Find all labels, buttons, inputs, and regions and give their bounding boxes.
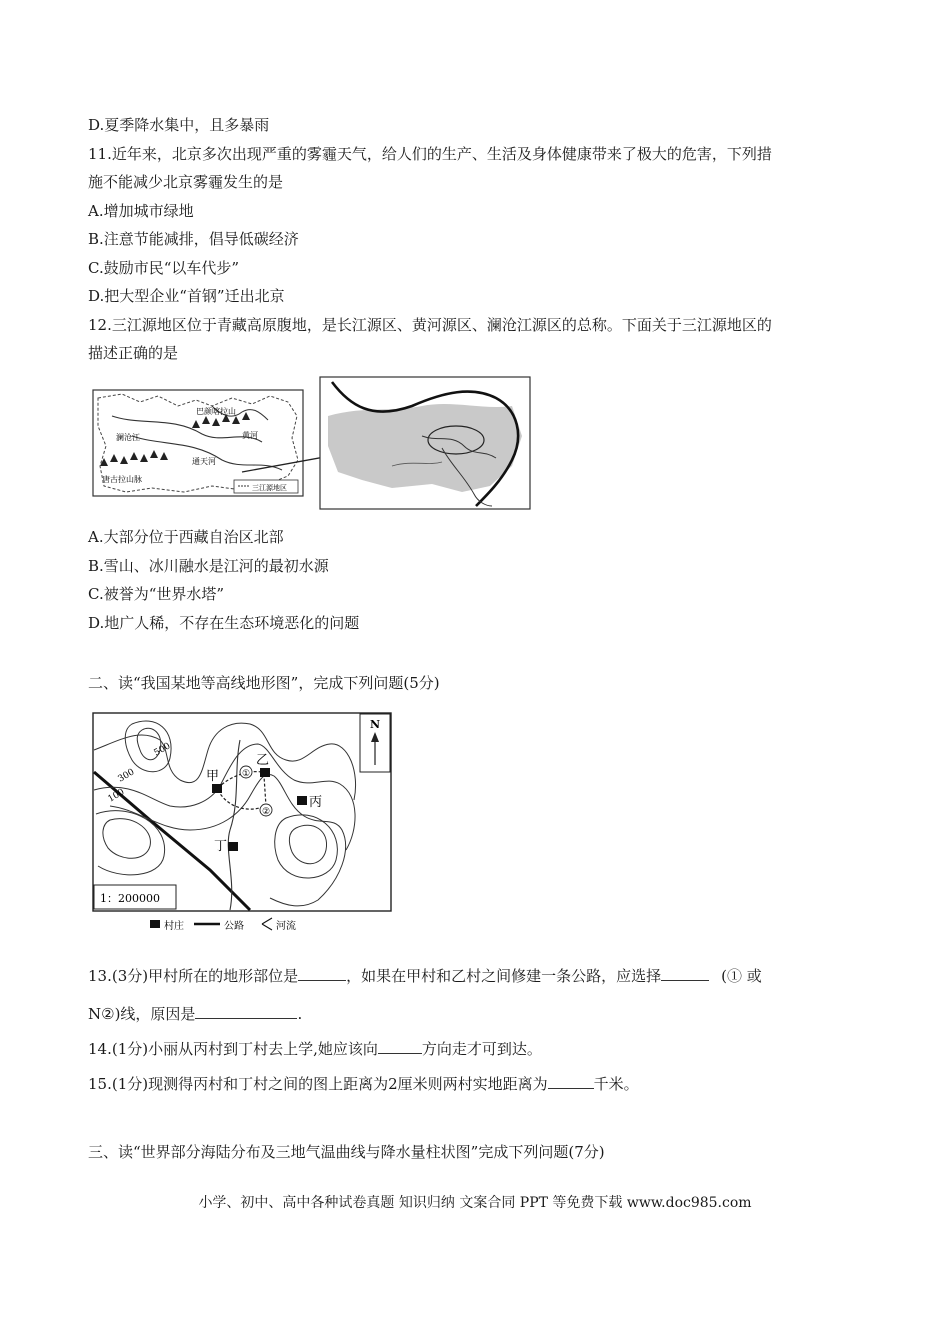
map-label-lancang: 澜沧江	[116, 433, 140, 442]
contour-500-label: 500	[152, 741, 173, 759]
map-label-kunlun: 巴颜喀拉山	[196, 407, 236, 416]
q13-blank-2	[661, 966, 709, 981]
q14-text-1: 14.(1分)小丽从丙村到丁村去上学,她应该向	[88, 1040, 378, 1058]
q13-text-1: 13.(3分)甲村所在的地形部位是	[88, 967, 299, 985]
contour-300-label: 300	[116, 767, 137, 785]
q13-text-4: N②)线，原因是	[88, 1005, 196, 1023]
q11-stem-line1: 11.近年来，北京多次出现严重的雾霾天气，给人们的生产、生活及身体健康带来了极大的危害，下列措	[88, 145, 772, 163]
village-yi-label: 乙	[256, 753, 270, 768]
q13-blank-3	[195, 1004, 297, 1019]
sanjiangyuan-map-figure	[92, 376, 534, 512]
map-legend-label: 三江源地区	[252, 484, 287, 492]
contour-map-figure	[90, 710, 396, 938]
q12-stem-line1: 12.三江源地区位于青藏高原腹地，是长江源区、黄河源区、澜沧江源区的总称。下面关于三江源地区的	[88, 316, 772, 334]
village-jia-label: 甲	[206, 769, 220, 784]
route-1-label: ①	[242, 769, 251, 779]
q15-blank	[548, 1074, 594, 1089]
q14-line	[88, 1039, 542, 1059]
legend-road: 公路	[224, 921, 244, 932]
page-footer: 小学、初中、高中各种试卷真题 知识归纳 文案合同 PPT 等免费下载 www.doc985.com	[198, 1195, 752, 1211]
q14-text-2: 方向走才可到达。	[421, 1040, 542, 1058]
q13-line2	[88, 1004, 302, 1024]
q15-text-1: 15.(1分)现测得丙村和丁村之间的图上距离为2厘米则两村实地距离为	[88, 1075, 548, 1093]
q11-option-a: A.增加城市绿地	[88, 202, 194, 220]
q13-text-5: .	[297, 1005, 303, 1023]
q12-stem-line2: 描述正确的是	[88, 344, 179, 362]
q13-blank-1	[298, 966, 346, 981]
q11-option-b: B.注意节能减排，倡导低碳经济	[88, 230, 299, 248]
q10-option-d: D.夏季降水集中，且多暴雨	[88, 116, 270, 134]
q11-option-d: D.把大型企业“首钢”迁出北京	[88, 287, 285, 305]
q11-option-c: C.鼓励市民“以车代步”	[88, 259, 240, 277]
q13-text-3: (① 或	[721, 967, 762, 985]
scale-label: 1：200000	[100, 892, 160, 905]
map-label-tongtian: 通天河	[192, 457, 216, 466]
q15-line	[88, 1074, 639, 1094]
map-label-tanggula: 唐古拉山脉	[102, 475, 142, 484]
q12-option-a: A.大部分位于西藏自治区北部	[88, 528, 284, 546]
q12-option-c: C.被誉为“世界水塔”	[88, 585, 225, 603]
q13-text-2: ，如果在甲村和乙村之间修建一条公路，应选择	[346, 967, 662, 985]
q14-blank	[378, 1039, 422, 1054]
contour-100-label: 100	[106, 787, 127, 805]
north-label: N	[370, 718, 381, 731]
q15-text-2: 千米。	[593, 1075, 639, 1093]
q12-option-b: B.雪山、冰川融水是江河的最初水源	[88, 557, 329, 575]
section2-title: 二、读“我国某地等高线地形图”，完成下列问题(5分)	[88, 674, 440, 692]
legend-village: 村庄	[164, 921, 184, 932]
map-label-huanghe: 黄河	[242, 431, 258, 440]
village-ding-label: 丁	[214, 839, 228, 854]
section3-title: 三、读“世界部分海陆分布及三地气温曲线与降水量柱状图”完成下列问题(7分)	[88, 1143, 605, 1161]
q12-option-d: D.地广人稀，不存在生态环境恶化的问题	[88, 614, 360, 632]
route-2-label: ②	[262, 807, 271, 817]
legend-river: 河流	[276, 921, 296, 932]
q13-line1	[88, 966, 762, 986]
village-bing-label: 丙	[309, 795, 323, 810]
q11-stem-line2: 施不能减少北京雾霾发生的是	[88, 173, 284, 191]
